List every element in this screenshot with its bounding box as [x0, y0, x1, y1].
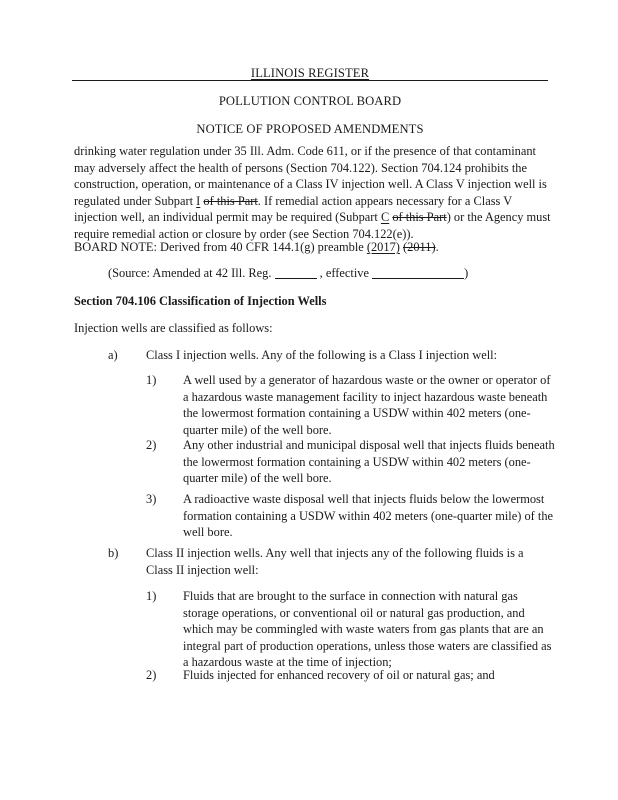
item-line: Fluids that are brought to the surface in connection with natural gas [183, 589, 518, 603]
item-line: the lowermost formation containing a USDW within 402 meters (one- [183, 406, 531, 421]
intro-line: drinking water regulation under 35 Ill. Adm. Code 611, or if the presence of that contaminant [74, 144, 536, 158]
deleted-text: of this Part [203, 193, 258, 208]
source-text-b: , effective [319, 266, 373, 280]
item-line: A well used by a generator of hazardous waste or the owner or operator of [183, 373, 551, 387]
item-line: storage operations, or conventional oil or natural gas production, and [183, 605, 525, 620]
item-line: Class II injection well: [146, 562, 259, 577]
notice-title: NOTICE OF PROPOSED AMENDMENTS [196, 122, 424, 136]
source-text-c: ) [464, 266, 469, 280]
item-line: formation containing a USDW within 402 meters (one-quarter mile) of the [183, 508, 554, 523]
section-heading: Section 704.106 Classification of Injection Wells [74, 294, 327, 308]
register-header: ILLINOIS REGISTER [250, 66, 370, 80]
item-line: the lowermost formation containing a USDW within 402 meters (one- [183, 454, 531, 469]
class-i-item-3 [183, 491, 553, 541]
inserted-text: I [196, 193, 201, 208]
list-marker-b: b) [108, 546, 119, 560]
class-ii-item-2 [183, 667, 495, 684]
item-line: A radioactive waste disposal well that injects fluids below the lowermost [183, 492, 545, 506]
class-i-intro: Class I injection wells. Any of the following is a Class I injection well: [146, 348, 498, 362]
intro-line: construction, operation, or maintenance of a Class IV injection well. A Class V injection well is [74, 177, 547, 192]
class-i-item-2 [183, 437, 555, 487]
deleted-text: of this Part [392, 210, 447, 225]
item-line: a hazardous waste at the time of injection; [183, 655, 392, 670]
intro-text: regulated under Subpart [74, 193, 197, 208]
intro-paragraph [74, 143, 551, 243]
list-marker-a3: 3) [146, 492, 157, 506]
intro-text: ) or the Agency must [446, 210, 551, 225]
intro-text: . If remedial action appears necessary for a Class V [257, 193, 513, 208]
list-marker-a1: 1) [146, 373, 157, 387]
intro-line: require remedial action or closure by order (see Section 704.122(e)). [74, 226, 414, 241]
list-marker-b2: 2) [146, 668, 157, 682]
item-line: quarter mile) of the well bore. [183, 422, 332, 437]
item-line: which may be commingled with waste waters from gas plants that are an [183, 622, 544, 637]
effective-date-blank [372, 266, 464, 279]
board-note [74, 239, 548, 256]
item-line: well bore. [183, 525, 233, 540]
item-line: integral part of production operations, unless those waters are classified as [183, 638, 552, 653]
board-note-end: . [435, 240, 439, 254]
class-i-item-1 [183, 372, 550, 438]
inserted-text: C [380, 210, 390, 225]
deleted-year: (2011) [403, 240, 436, 254]
intro-line [74, 193, 548, 210]
source-note [108, 265, 582, 282]
header-rule [72, 80, 548, 81]
class-ii-item-1 [183, 588, 552, 671]
inserted-year: (2017) [366, 240, 400, 254]
lead-sentence: Injection wells are classified as follows: [74, 321, 273, 335]
item-line: Fluids injected for enhanced recovery of oil or natural gas; and [183, 668, 495, 682]
item-line: a hazardous waste management facility to inject hazardous waste beneath [183, 389, 548, 404]
list-marker-a: a) [108, 348, 118, 362]
register-blank [275, 266, 317, 279]
source-text-a: (Source: Amended at 42 Ill. Reg. [108, 266, 275, 280]
intro-line [74, 209, 551, 226]
item-line: Class II injection wells. Any well that injects any of the following fluids is a [146, 546, 524, 560]
intro-line: may adversely affect the health of persons (Section 704.122). Section 704.124 prohibits the [74, 160, 527, 175]
item-line: quarter mile) of the well bore. [183, 471, 332, 486]
board-note-text: BOARD NOTE: Derived from 40 CFR 144.1(g) preamble [74, 240, 367, 254]
list-marker-a2: 2) [146, 438, 157, 452]
class-ii-intro [146, 545, 524, 578]
item-line: Any other industrial and municipal disposal well that injects fluids beneath [183, 438, 555, 452]
list-marker-b1: 1) [146, 589, 157, 603]
intro-text: injection well, an individual permit may be required (Subpart [74, 210, 381, 225]
board-title: POLLUTION CONTROL BOARD [218, 94, 402, 108]
